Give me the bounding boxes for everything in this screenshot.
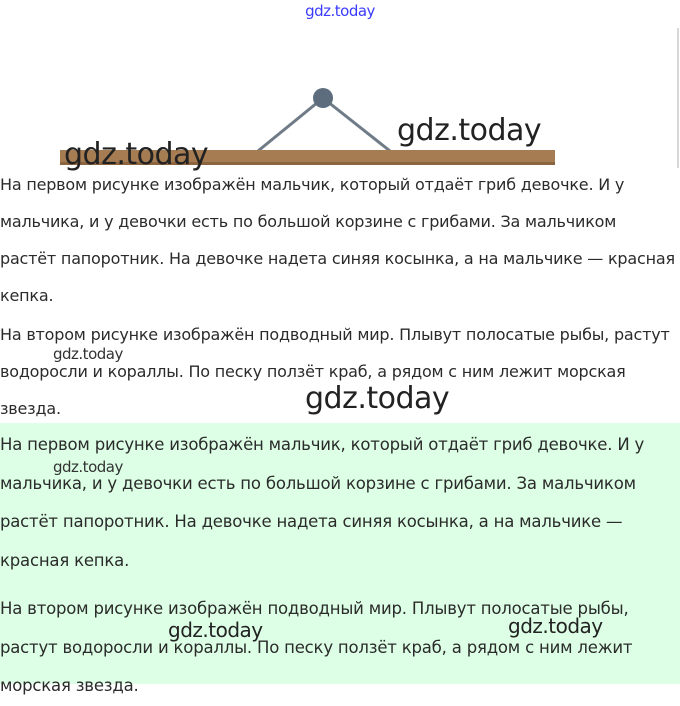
paragraph: На первом рисунке изображён мальчик, который отдаёт гриб девочке. И у мальчика, и у девочки есть по большой корзине с грибами. За мальчиком растёт папоротник. На девочке надета синяя косынка, а на мальчике — красная кепка. [0,435,645,570]
watermark: gdz.today [53,345,123,363]
watermark: gdz.today [397,113,542,148]
hanger-wire-left [258,98,323,151]
paragraph: На втором рисунке изображён подводный мир. Плывут полосатые рыбы, растут водоросли и кораллы. По песку ползёт краб, а рядом с ним лежит морская звезда. [0,325,670,418]
watermark: gdz.today [168,618,263,642]
hanger-wire-right [323,98,390,151]
watermark: gdz.today [305,381,450,416]
paragraph: На втором рисунке изображён подводный мир. Плывут полосатые рыбы, растут водоросли и кораллы. По песку ползёт краб, а рядом с ним лежит морская звезда. [0,599,633,695]
hanger-nail [313,88,333,108]
watermark: gdz.today [508,614,603,638]
top-watermark: gdz.today [305,2,375,20]
paragraph: На первом рисунке изображён мальчик, который отдаёт гриб девочке. И у мальчика, и у девочки есть по большой корзине с грибами. За мальчиком растёт папоротник. На девочке надета синяя косынка, а на мальчике — красная кепка. [0,175,675,305]
watermark: gdz.today [53,458,123,476]
scrollbar-track[interactable] [677,28,679,168]
watermark: gdz.today [64,137,209,172]
